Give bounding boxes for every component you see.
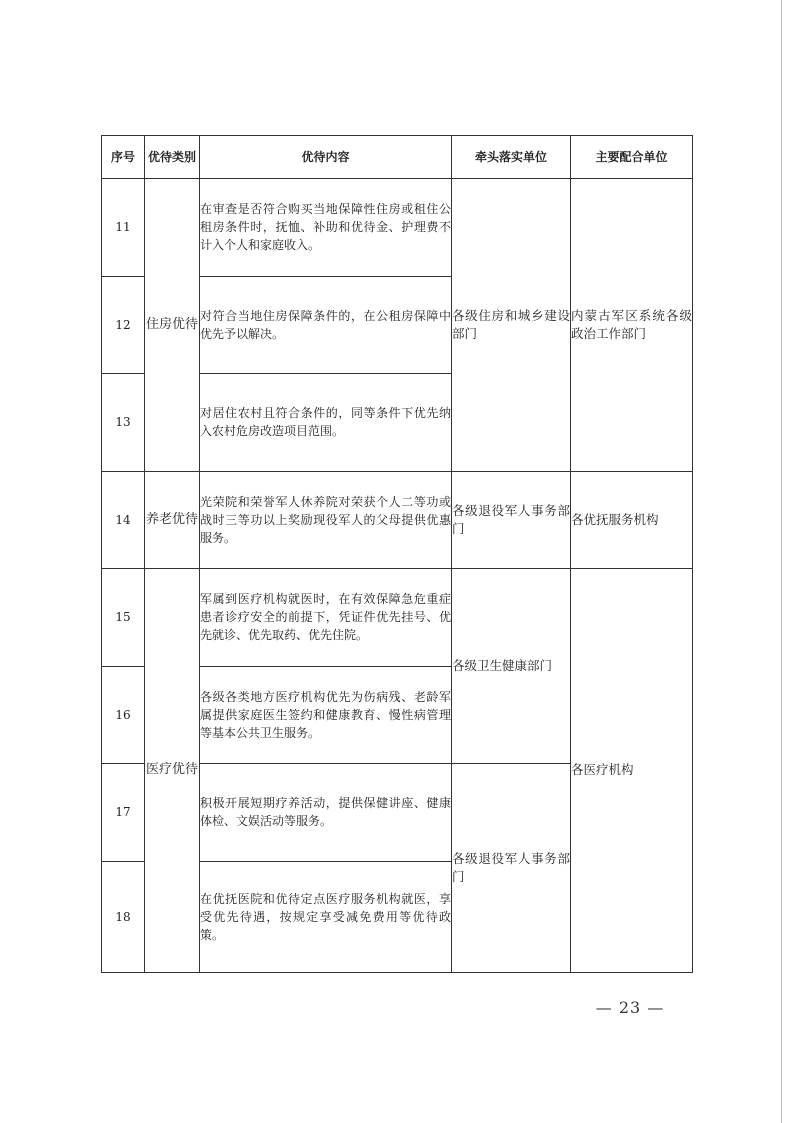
row-content xyxy=(200,569,452,667)
row-number: 11 xyxy=(102,179,145,277)
row-number: 16 xyxy=(102,666,145,764)
row-content-text: 积极开展短期疗养活动，提供保健讲座、健康体检、文娱活动等服务。 xyxy=(200,796,451,829)
header-cooperating-unit: 主要配合单位 xyxy=(571,136,693,179)
row-content xyxy=(200,179,452,277)
row-content-text: 在审查是否符合购买当地保障性住房或租住公租房条件时，抚恤、补助和优待金、护理费不计入个人和家庭收入。 xyxy=(200,202,451,253)
row-content xyxy=(200,471,452,569)
header-content: 优待内容 xyxy=(200,136,452,179)
lead-unit-veterans: 各级退役军人事务部门 xyxy=(452,764,571,973)
row-content-text: 在优抚医院和优待定点医疗服务机构就医，享受优先待遇，按规定享受减免费用等优待政策。 xyxy=(200,891,451,942)
row-content-text: 光荣院和荣誉军人休养院对荣获个人二等功或战时三等功以上奖励现役军人的父母提供优惠服务。 xyxy=(200,494,451,545)
category-housing: 住房优待 xyxy=(145,179,200,472)
table-header-row xyxy=(102,136,693,179)
row-content xyxy=(200,666,452,764)
row-content xyxy=(200,764,452,862)
coop-unit-housing: 内蒙古军区系统各级政治工作部门 xyxy=(571,179,693,472)
lead-unit-elderly: 各级退役军人事务部门 xyxy=(452,471,571,569)
row-number: 17 xyxy=(102,764,145,862)
page-number: — 23 — xyxy=(595,998,665,1017)
lead-unit-housing: 各级住房和城乡建设部门 xyxy=(452,179,571,472)
header-category: 优待类别 xyxy=(145,136,200,179)
row-number: 18 xyxy=(102,861,145,972)
table-row xyxy=(102,179,693,277)
lead-unit-health: 各级卫生健康部门 xyxy=(452,569,571,764)
category-medical: 医疗优待 xyxy=(145,569,200,973)
category-elderly: 养老优待 xyxy=(145,471,200,569)
row-number: 12 xyxy=(102,276,145,374)
row-content-text: 对居住农村且符合条件的，同等条件下优先纳入农村危房改造项目范围。 xyxy=(200,406,451,439)
row-number: 13 xyxy=(102,374,145,472)
row-content-text: 对符合当地住房保障条件的，在公租房保障中优先予以解决。 xyxy=(200,308,451,341)
preferential-treatment-table xyxy=(101,135,693,973)
row-content-text: 军属到医疗机构就医时，在有效保障急危重症患者诊疗安全的前提下，凭证件优先挂号、优先就诊、优先取药、优先住院。 xyxy=(200,592,451,643)
header-lead-unit: 牵头落实单位 xyxy=(452,136,571,179)
row-content-text: 各级各类地方医疗机构优先为伤病残、老龄军属提供家庭医生签约和健康教育、慢性病管理等基本公共卫生服务。 xyxy=(200,689,451,740)
row-number: 14 xyxy=(102,471,145,569)
table-row xyxy=(102,569,693,667)
coop-unit-elderly: 各优抚服务机构 xyxy=(571,471,693,569)
page-edge-rule xyxy=(781,0,782,1123)
header-serial-number: 序号 xyxy=(102,136,145,179)
coop-unit-medical: 各医疗机构 xyxy=(571,569,693,973)
table-row xyxy=(102,471,693,569)
row-content xyxy=(200,374,452,472)
row-content xyxy=(200,861,452,972)
row-content xyxy=(200,276,452,374)
row-number: 15 xyxy=(102,569,145,667)
